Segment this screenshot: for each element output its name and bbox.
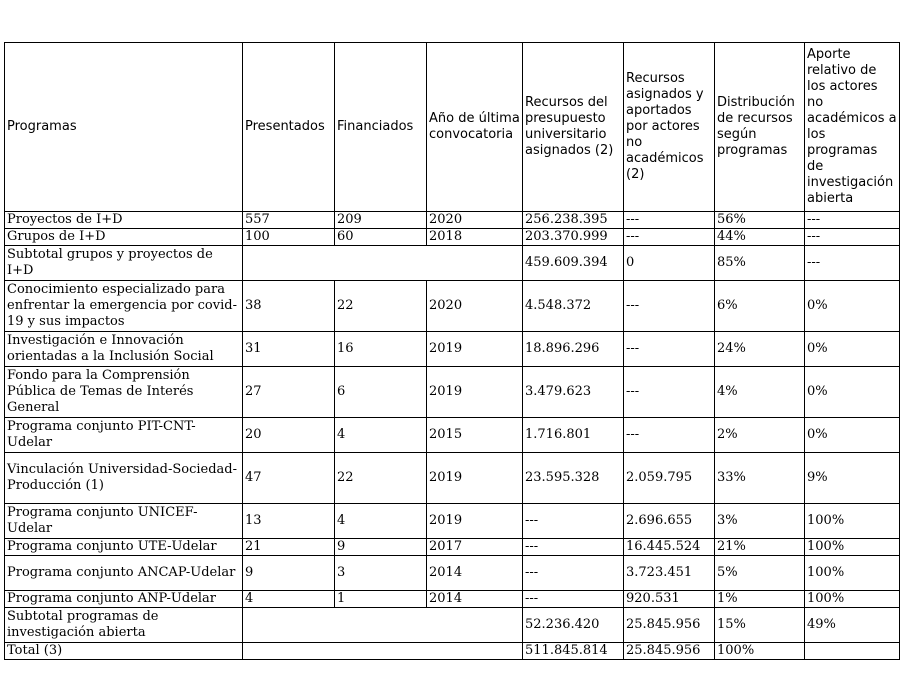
cell-programa: Vinculación Universidad-Sociedad-Producción (1)	[5, 453, 243, 504]
cell-presupuesto: ---	[523, 539, 624, 556]
cell-programa: Fondo para la Comprensión Pública de Temas de Interés General	[5, 367, 243, 418]
cell-financiados: 209	[335, 212, 427, 229]
cell-distribucion: 24%	[715, 332, 805, 367]
cell-no-academicos: 25.845.956	[624, 608, 715, 643]
cell-presupuesto: 256.238.395	[523, 212, 624, 229]
cell-financiados: 22	[335, 281, 427, 332]
cell-programa: Subtotal grupos y proyectos de I+D	[5, 246, 243, 281]
cell-programa: Grupos de I+D	[5, 229, 243, 246]
table-row	[5, 332, 900, 367]
cell-programa: Conocimiento especializado para enfrentar la emergencia por covid-19 y sus impactos	[5, 281, 243, 332]
cell-presupuesto: ---	[523, 556, 624, 591]
cell-aporte	[805, 643, 900, 660]
cell-presupuesto: 23.595.328	[523, 453, 624, 504]
cell-distribucion: 3%	[715, 504, 805, 539]
cell-distribucion: 1%	[715, 591, 805, 608]
cell-aporte: ---	[805, 212, 900, 229]
header-row	[5, 43, 900, 212]
cell-presentados: 27	[243, 367, 335, 418]
cell-presupuesto: 4.548.372	[523, 281, 624, 332]
cell-anio: 2014	[427, 591, 523, 608]
cell-aporte: ---	[805, 229, 900, 246]
cell-aporte: 100%	[805, 556, 900, 591]
resources-table	[4, 42, 900, 660]
cell-aporte: 0%	[805, 367, 900, 418]
cell-merged-empty	[243, 643, 523, 660]
subtotal-row	[5, 246, 900, 281]
cell-distribucion: 2%	[715, 418, 805, 453]
cell-programa: Programa conjunto ANP-Udelar	[5, 591, 243, 608]
cell-anio: 2020	[427, 212, 523, 229]
cell-presupuesto: 18.896.296	[523, 332, 624, 367]
cell-aporte: 100%	[805, 504, 900, 539]
table-row	[5, 367, 900, 418]
table-row	[5, 212, 900, 229]
total-row	[5, 643, 900, 660]
cell-programa: Proyectos de I+D	[5, 212, 243, 229]
cell-no-academicos: ---	[624, 367, 715, 418]
cell-financiados: 1	[335, 591, 427, 608]
cell-no-academicos: ---	[624, 281, 715, 332]
cell-aporte: 0%	[805, 332, 900, 367]
cell-no-academicos: 920.531	[624, 591, 715, 608]
header-recursos-no-academicos: Recursos asignados y aportados por actores no académicos (2)	[624, 43, 715, 212]
cell-programa: Programa conjunto PIT-CNT-Udelar	[5, 418, 243, 453]
header-aporte-relativo: Aporte relativo de los actores no académicos a los programas de investigación abierta	[805, 43, 900, 212]
table-row	[5, 556, 900, 591]
cell-no-academicos: 3.723.451	[624, 556, 715, 591]
cell-aporte: ---	[805, 246, 900, 281]
cell-no-academicos: 2.696.655	[624, 504, 715, 539]
cell-distribucion: 33%	[715, 453, 805, 504]
cell-presupuesto: 511.845.814	[523, 643, 624, 660]
cell-programa: Subtotal programas de investigación abierta	[5, 608, 243, 643]
cell-presentados: 20	[243, 418, 335, 453]
cell-no-academicos: 2.059.795	[624, 453, 715, 504]
table-row	[5, 591, 900, 608]
cell-financiados: 9	[335, 539, 427, 556]
header-presentados: Presentados	[243, 43, 335, 212]
cell-financiados: 16	[335, 332, 427, 367]
header-anio: Año de última convocatoria	[427, 43, 523, 212]
cell-presentados: 100	[243, 229, 335, 246]
cell-presupuesto: 52.236.420	[523, 608, 624, 643]
table-row	[5, 504, 900, 539]
cell-distribucion: 44%	[715, 229, 805, 246]
table-row	[5, 418, 900, 453]
header-financiados: Financiados	[335, 43, 427, 212]
cell-presentados: 38	[243, 281, 335, 332]
cell-no-academicos: 0	[624, 246, 715, 281]
header-recursos-presupuesto: Recursos del presupuesto universitario asignados (2)	[523, 43, 624, 212]
cell-financiados: 4	[335, 504, 427, 539]
cell-distribucion: 4%	[715, 367, 805, 418]
cell-distribucion: 56%	[715, 212, 805, 229]
cell-financiados: 4	[335, 418, 427, 453]
cell-no-academicos: ---	[624, 332, 715, 367]
cell-anio: 2015	[427, 418, 523, 453]
cell-financiados: 3	[335, 556, 427, 591]
cell-no-academicos: 16.445.524	[624, 539, 715, 556]
cell-merged-empty	[243, 608, 523, 643]
cell-anio: 2019	[427, 504, 523, 539]
cell-aporte: 9%	[805, 453, 900, 504]
cell-presentados: 9	[243, 556, 335, 591]
cell-anio: 2020	[427, 281, 523, 332]
cell-programa: Programa conjunto UNICEF-Udelar	[5, 504, 243, 539]
cell-no-academicos: 25.845.956	[624, 643, 715, 660]
cell-presentados: 557	[243, 212, 335, 229]
cell-programa: Programa conjunto UTE-Udelar	[5, 539, 243, 556]
cell-presentados: 47	[243, 453, 335, 504]
cell-presentados: 4	[243, 591, 335, 608]
cell-no-academicos: ---	[624, 418, 715, 453]
cell-anio: 2017	[427, 539, 523, 556]
cell-anio: 2019	[427, 332, 523, 367]
header-programas: Programas	[5, 43, 243, 212]
cell-presupuesto: 459.609.394	[523, 246, 624, 281]
cell-presentados: 31	[243, 332, 335, 367]
cell-presupuesto: 203.370.999	[523, 229, 624, 246]
cell-distribucion: 15%	[715, 608, 805, 643]
cell-anio: 2018	[427, 229, 523, 246]
cell-merged-empty	[243, 246, 523, 281]
cell-distribucion: 21%	[715, 539, 805, 556]
cell-anio: 2019	[427, 453, 523, 504]
cell-programa: Total (3)	[5, 643, 243, 660]
cell-distribucion: 5%	[715, 556, 805, 591]
table-row	[5, 453, 900, 504]
cell-distribucion: 100%	[715, 643, 805, 660]
cell-financiados: 22	[335, 453, 427, 504]
cell-financiados: 6	[335, 367, 427, 418]
cell-presupuesto: ---	[523, 504, 624, 539]
table-row	[5, 281, 900, 332]
table-row	[5, 229, 900, 246]
cell-no-academicos: ---	[624, 212, 715, 229]
cell-presupuesto: 3.479.623	[523, 367, 624, 418]
cell-aporte: 0%	[805, 418, 900, 453]
cell-programa: Programa conjunto ANCAP-Udelar	[5, 556, 243, 591]
cell-financiados: 60	[335, 229, 427, 246]
cell-distribucion: 6%	[715, 281, 805, 332]
cell-presupuesto: ---	[523, 591, 624, 608]
cell-anio: 2014	[427, 556, 523, 591]
cell-programa: Investigación e Innovación orientadas a la Inclusión Social	[5, 332, 243, 367]
cell-no-academicos: ---	[624, 229, 715, 246]
header-distribucion: Distribución de recursos según programas	[715, 43, 805, 212]
cell-presupuesto: 1.716.801	[523, 418, 624, 453]
cell-presentados: 13	[243, 504, 335, 539]
cell-aporte: 100%	[805, 591, 900, 608]
table-row	[5, 539, 900, 556]
cell-distribucion: 85%	[715, 246, 805, 281]
cell-aporte: 100%	[805, 539, 900, 556]
cell-presentados: 21	[243, 539, 335, 556]
cell-aporte: 0%	[805, 281, 900, 332]
cell-anio: 2019	[427, 367, 523, 418]
cell-aporte: 49%	[805, 608, 900, 643]
subtotal-row	[5, 608, 900, 643]
